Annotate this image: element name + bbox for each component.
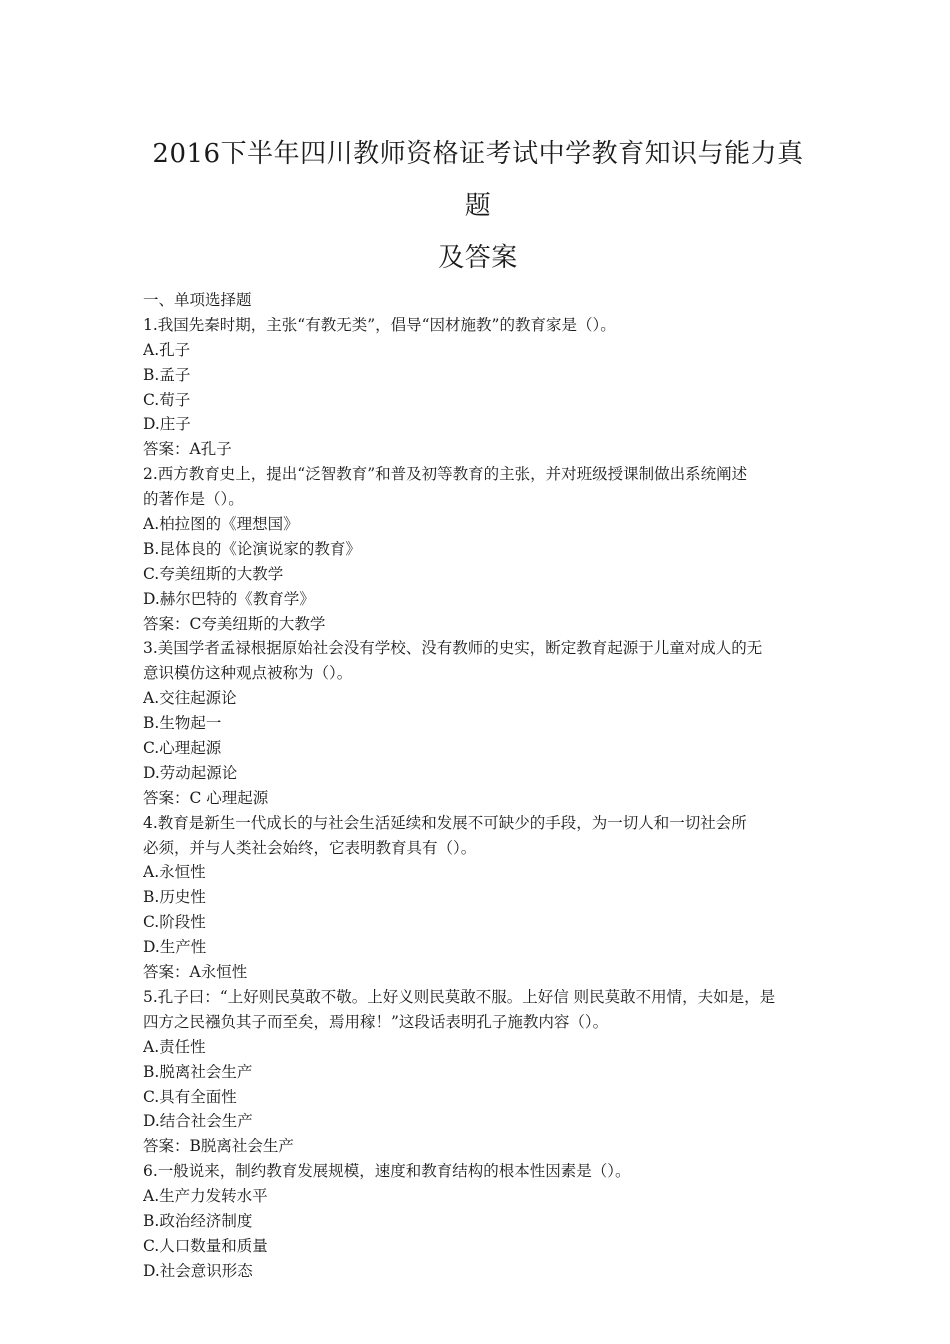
- question-2-option-d: D.赫尔巴特的《教育学》: [143, 589, 315, 608]
- question-3-option-d: D.劳动起源论: [143, 763, 238, 782]
- question-5-stem: 5.孔子曰：“上好则民莫敢不敬。上好义则民莫敢不服。上好信 则民莫敢不用情，夫如是，是: [143, 987, 776, 1006]
- document-page: [143, 128, 813, 1284]
- question-6-option-c: C.人口数量和质量: [143, 1236, 268, 1255]
- question-3-option-b: B.生物起一: [143, 714, 222, 733]
- question-1-option-b: B.孟子: [143, 365, 191, 384]
- question-6-stem: 6.一般说来，制约教育发展规模，速度和教育结构的根本性因素是（）。: [143, 1162, 631, 1181]
- question-4-option-c: C.阶段性: [143, 913, 206, 932]
- question-3-stem: 意识模仿这种观点被称为（）。: [143, 664, 353, 683]
- question-3-answer: 答案：C 心理起源: [143, 788, 269, 807]
- question-1-stem: 1.我国先秦时期，主张“有教无类”，倡导“因材施教”的教育家是（）。: [143, 315, 616, 334]
- question-3-option-a: A.交往起源论: [143, 689, 237, 708]
- question-6-option-b: B.政治经济制度: [143, 1211, 253, 1230]
- question-4-option-b: B.历史性: [143, 888, 206, 907]
- question-6-option-a: A.生产力发转水平: [143, 1187, 268, 1206]
- question-4-answer: 答案：A永恒性: [143, 963, 248, 982]
- question-5-option-a: A.责任性: [143, 1037, 206, 1056]
- question-5-option-b: B.脱离社会生产: [143, 1062, 253, 1081]
- question-2-option-c: C.夸美纽斯的大教学: [143, 564, 284, 583]
- question-2-answer: 答案：C夸美纽斯的大教学: [143, 614, 326, 633]
- question-1-option-d: D.庄子: [143, 415, 191, 434]
- question-6-option-d: D.社会意识形态: [143, 1261, 253, 1280]
- question-4-option-a: A.永恒性: [143, 863, 206, 882]
- question-2-option-a: A.柏拉图的《理想国》: [143, 515, 299, 534]
- title-line-1: 2016下半年四川教师资格证考试中学教育知识与能力真题: [152, 139, 804, 221]
- question-3-option-c: C.心理起源: [143, 739, 222, 758]
- question-3-stem: 3.美国学者孟禄根据原始社会没有学校、没有教师的史实，断定教育起源于儿童对成人的无: [143, 639, 763, 658]
- question-1-option-a: A.孔子: [143, 340, 191, 359]
- question-5-option-c: C.具有全面性: [143, 1087, 237, 1106]
- question-4-stem: 4.教育是新生一代成长的与社会生活延续和发展不可缺少的手段，为一切人和一切社会所: [143, 813, 747, 832]
- document-title: [143, 128, 813, 284]
- question-2-option-b: B.昆体良的《论演说家的教育》: [143, 539, 361, 558]
- question-4-option-d: D.生产性: [143, 938, 207, 957]
- question-2-stem: 的著作是（）。: [143, 490, 244, 509]
- question-4-stem: 必须，并与人类社会始终，它表明教育具有（）。: [143, 838, 477, 857]
- question-5-option-d: D.结合社会生产: [143, 1112, 253, 1131]
- section-heading: 一、单项选择题: [143, 291, 252, 309]
- question-5-stem: 四方之民襁负其子而至矣，焉用稼！”这段话表明孔子施教内容（）。: [143, 1012, 609, 1031]
- question-1-option-c: C.荀子: [143, 390, 191, 409]
- question-2-stem: 2.西方教育史上，提出“泛智教育”和普及初等教育的主张，并对班级授课制做出系统阐述: [143, 465, 748, 484]
- title-line-2: 及答案: [438, 243, 518, 273]
- question-5-answer: 答案：B脱离社会生产: [143, 1137, 294, 1156]
- document-body: [143, 288, 813, 1284]
- question-1-answer: 答案：A孔子: [143, 440, 232, 459]
